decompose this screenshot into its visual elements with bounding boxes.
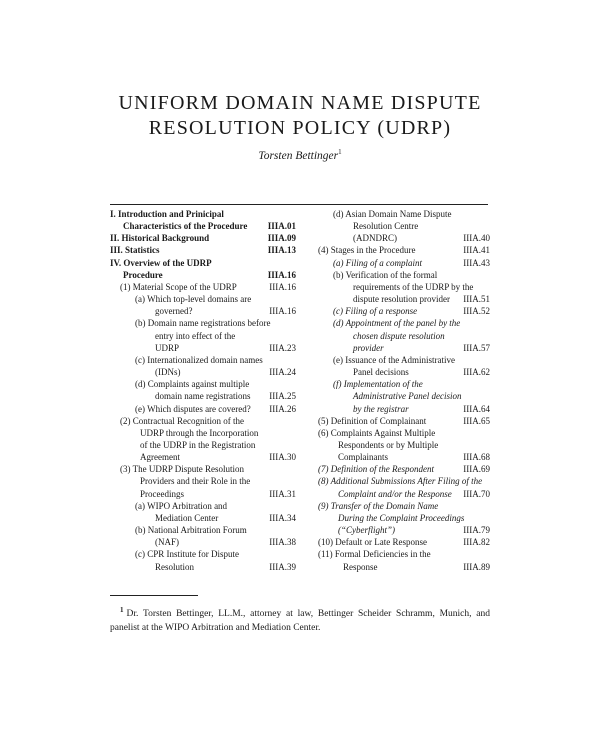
toc-entry [318, 257, 490, 269]
toc-entry-page: IIIA.34 [269, 512, 296, 523]
toc-entry-line: domain name registrations [155, 391, 251, 402]
toc-entry-line: UDRP through the Incorporation [140, 427, 259, 438]
toc-entry [318, 475, 490, 499]
toc-entry-line: (5) Definition of Complainant [318, 415, 427, 426]
toc-entry-page: IIIA.79 [463, 525, 490, 536]
toc-entry [110, 232, 296, 244]
toc-entry-title [110, 354, 296, 378]
toc-entry-line: Complainants [338, 452, 388, 463]
toc-entry [318, 354, 490, 378]
toc-entry-line: (e) Which disputes are covered? [135, 403, 251, 414]
footnote-rule [110, 595, 198, 596]
toc-entry-line: (2) Contractual Recognition of the [120, 415, 244, 426]
toc-entry-page: IIIA.40 [463, 233, 490, 244]
toc-entry-line: by the registrar [353, 403, 409, 414]
toc-entry-title [110, 524, 296, 548]
toc-entry-line: I. Introduction and Prinicipal [110, 209, 224, 219]
toc-entry [110, 244, 296, 256]
toc-entry-title [110, 378, 296, 402]
document-title-line-1: UNIFORM DOMAIN NAME DISPUTE [118, 92, 482, 114]
toc-entry-page: IIIA.41 [463, 245, 490, 256]
toc-entry [318, 208, 490, 244]
toc-entry-line: (“Cyberflight”) [338, 525, 396, 536]
toc-entry-line: (3) The UDRP Dispute Resolution [120, 464, 244, 475]
toc-entry-title [110, 415, 296, 464]
toc-entry-line: Mediation Center [155, 512, 219, 523]
toc-entry-line: (c) CPR Institute for Dispute [135, 549, 239, 560]
toc-entry-page: IIIA.39 [269, 561, 296, 572]
toc-entry-line: Complaint and/or the Response [338, 488, 452, 499]
toc-entry [318, 427, 490, 463]
toc-entry-page: IIIA.68 [463, 452, 490, 463]
toc-entry [110, 500, 296, 524]
toc-entry-line: Procedure [123, 269, 163, 280]
toc-entry-line: (a) Which top-level domains are [135, 294, 252, 305]
toc-entry-page: IIIA.16 [269, 281, 296, 292]
toc-entry-page: IIIA.65 [463, 415, 490, 426]
toc-entry-line: (10) Default or Late Response [318, 537, 427, 548]
toc-entry-line: of the UDRP in the Registration [140, 439, 256, 450]
toc-entry-line: (7) Definition of the Respondent [318, 464, 434, 475]
toc-entry-page: IIIA.70 [463, 488, 490, 499]
toc-entry-page: IIIA.30 [269, 452, 296, 463]
toc-entry-line: (IDNs) [155, 367, 181, 378]
toc-entry [110, 281, 296, 293]
toc-entry [110, 415, 296, 464]
toc-left-column [110, 208, 296, 573]
toc-entry [110, 208, 296, 232]
toc-entry [110, 317, 296, 353]
toc-entry-page: IIIA.82 [463, 537, 490, 548]
toc-entry-line: (c) Internationalized domain names [135, 354, 263, 365]
toc-entry-line: During the Complaint Proceedings [338, 512, 465, 523]
toc-entry-line: Resolution Centre [353, 221, 419, 232]
toc-entry-line: (b) Domain name registrations before [135, 318, 271, 329]
toc-entry-line: (b) National Arbitration Forum [135, 525, 247, 536]
toc-entry [318, 415, 490, 427]
toc-entry-line: III. Statistics [110, 245, 160, 256]
toc-entry-line: IV. Overview of the UDRP [110, 257, 212, 268]
author-footnote-marker: 1 [338, 148, 342, 156]
toc-entry [318, 378, 490, 414]
toc-entry-line: Proceedings [140, 488, 184, 499]
author-name: Torsten Bettinger [258, 149, 339, 162]
toc-entry-page: IIIA.64 [463, 403, 490, 414]
toc-entry-page: IIIA.09 [267, 233, 296, 244]
toc-entry-page: IIIA.62 [463, 367, 490, 378]
toc-entry-page: IIIA.25 [269, 391, 296, 402]
author-line [0, 148, 600, 162]
toc-entry [110, 257, 296, 281]
toc-entry-page: IIIA.16 [269, 306, 296, 317]
toc-entry-line: (d) Asian Domain Name Dispute [333, 209, 452, 219]
toc-entry-line: Characteristics of the Procedure [123, 221, 248, 232]
toc-entry-line: (ADNDRC) [353, 233, 397, 244]
toc-entry [318, 305, 490, 317]
toc-entry-line: Panel decisions [353, 367, 409, 378]
toc-entry-title [110, 500, 296, 524]
toc-entry-line: (9) Transfer of the Domain Name [318, 500, 439, 511]
toc-entry-title [110, 317, 296, 353]
toc-entry-page: IIIA.43 [463, 257, 490, 268]
toc-entry-line: Respondents or by Multiple [338, 439, 439, 450]
toc-entry [110, 524, 296, 548]
toc-entry-line: (c) Filing of a response [333, 306, 418, 317]
toc-entry-page: IIIA.31 [269, 488, 296, 499]
document-title-line-2: RESOLUTION POLICY (UDRP) [148, 117, 452, 139]
toc-entry [110, 403, 296, 415]
toc-entry-line: (4) Stages in the Procedure [318, 245, 416, 256]
toc-entry-page: IIIA.24 [269, 367, 296, 378]
toc-entry-page: IIIA.89 [463, 561, 490, 572]
footnote-marker: 1 [120, 606, 124, 614]
toc-entry-line: entry into effect of the [155, 330, 236, 341]
toc-entry-title [110, 281, 296, 293]
footnote-text: Dr. Torsten Bettinger, LL.M., attorney at law, Bettinger Scheider Schramm, Munich, and panelist at the WIPO Arbitration and Mediation Center. [110, 609, 490, 634]
toc-entry-line: dispute resolution provider [353, 294, 450, 305]
toc-entry [110, 463, 296, 499]
toc-entry-title [110, 463, 296, 499]
toc-entry-page: IIIA.13 [267, 245, 296, 256]
toc-entry-line: Resolution [155, 561, 195, 572]
toc-entry-line: (8) Additional Submissions After Filing of the [318, 476, 483, 487]
footnote [110, 603, 490, 635]
toc-entry [110, 293, 296, 317]
toc-entry [110, 548, 296, 572]
toc-entry-title [110, 548, 296, 572]
toc-entry-page: IIIA.51 [463, 294, 490, 305]
toc-entry [318, 536, 490, 548]
toc-entry [318, 244, 490, 256]
toc-entry-line: (d) Complaints against multiple [135, 379, 250, 390]
toc-entry-page: IIIA.26 [269, 403, 296, 414]
toc-entry-line: (1) Material Scope of the UDRP [120, 281, 237, 292]
toc-entry-line: requirements of the UDRP by the [353, 281, 474, 292]
toc-entry-line: governed? [155, 306, 193, 317]
toc-entry [318, 463, 490, 475]
toc-entry-page: IIIA.57 [463, 342, 490, 353]
toc-entry [318, 500, 490, 536]
toc-entry-page: IIIA.23 [269, 342, 296, 353]
toc-entry-line: (f) Implementation of the [333, 379, 423, 390]
toc-entry-line: (11) Formal Deficiencies in the [318, 549, 431, 560]
toc-entry-line: UDRP [155, 342, 180, 353]
toc-entry-line: (a) Filing of a complaint [333, 257, 422, 268]
toc-entry-line: (a) WIPO Arbitration and [135, 500, 228, 511]
toc-entry [318, 317, 490, 353]
toc-entry-line: Administrative Panel decision [353, 391, 462, 402]
toc-entry-line: provider [353, 342, 384, 353]
toc-entry-page: IIIA.01 [267, 221, 296, 232]
toc-entry [110, 354, 296, 378]
toc-entry-title [110, 403, 296, 415]
toc-entry-page: IIIA.16 [267, 269, 296, 280]
toc-entry-line: (6) Complaints Against Multiple [318, 427, 436, 438]
toc-entry-page: IIIA.52 [463, 306, 490, 317]
toc-entry-title [110, 293, 296, 317]
toc-right-column [318, 208, 490, 573]
toc-entry-line: (b) Verification of the formal [333, 269, 438, 280]
toc-entry-line: Response [343, 561, 378, 572]
toc-entry-page: IIIA.38 [269, 537, 296, 548]
toc-entry-line: Agreement [140, 452, 180, 463]
toc-entry [318, 548, 490, 572]
toc-entry-line: Providers and their Role in the [140, 476, 251, 487]
toc-entry-page: IIIA.69 [463, 464, 490, 475]
toc-entry [318, 269, 490, 305]
toc-entry [110, 378, 296, 402]
toc-entry-line: (NAF) [155, 537, 179, 548]
toc-entry-line: chosen dispute resolution [353, 330, 445, 341]
toc-entry-line: (e) Issuance of the Administrative [333, 354, 455, 365]
toc-entry-line: (d) Appointment of the panel by the [333, 318, 461, 329]
toc-top-rule [110, 204, 488, 205]
toc-entry-line: II. Historical Background [110, 233, 210, 244]
